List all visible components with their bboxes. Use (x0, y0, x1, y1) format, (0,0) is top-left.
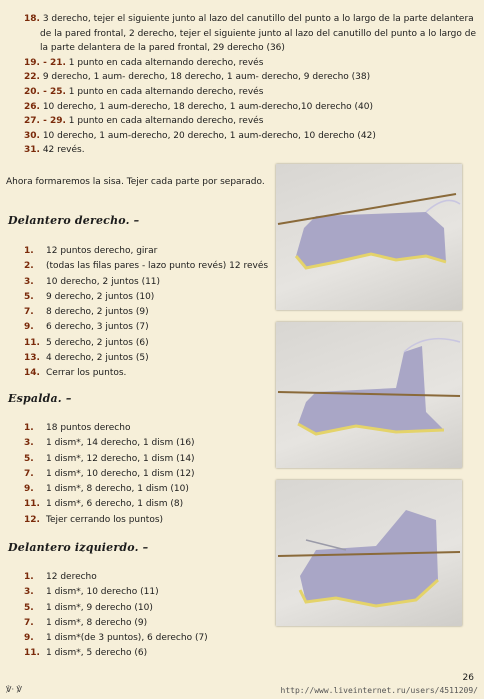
instruction-row: 18. 3 derecho, tejer el siguiente junto al lazo del canutillo del punto a lo largo de la parte delantera (24, 14, 474, 24)
list-item: 1. 18 puntos derecho (24, 423, 131, 433)
list-item: 9. 1 dism*, 8 derecho, 1 dism (10) (24, 484, 189, 495)
knitting-photo-front-left (276, 480, 462, 626)
instruction-row: 27. - 29. 1 punto en cada alternando derecho, revés (24, 116, 264, 127)
instruction-row-continuation: de la pared frontal, 2 derecho, tejer el siguiente junto al lazo del canutillo del punto a lo largo de (40, 28, 476, 39)
list-item: 3. 1 dism*, 14 derecho, 1 dism (16) (24, 438, 195, 449)
list-item: 9. 6 derecho, 3 juntos (7) (24, 322, 149, 333)
knitting-illustration (276, 164, 462, 310)
instruction-row: 20. - 25. 1 punto en cada alternando derecho, revés (24, 86, 264, 97)
list-item: 5. 1 dism*, 12 derecho, 1 dism (14) (24, 453, 195, 464)
continued-instructions (24, 12, 476, 158)
source-watermark: http://www.liveinternet.ru/users/4511209/ (280, 686, 478, 695)
section-title-delantero-derecho: Delantero derecho. – (8, 214, 140, 227)
footer-mark: ℣· ℣ (6, 685, 23, 694)
section-title-delantero-izquierdo: Delantero izquierdo. – (8, 541, 149, 554)
list-item: 2. (todas las filas pares - lazo punto revés) 12 revés (24, 261, 269, 272)
list-item: 7. 1 dism*, 8 derecho (9) (24, 617, 148, 628)
list-item: 12. Tejer cerrando los puntos) (24, 514, 164, 525)
list-item: 3. 10 derecho, 2 juntos (11) (24, 276, 161, 287)
list-item: 9. 1 dism*(de 3 puntos), 6 derecho (7) (24, 633, 208, 644)
section-title-espalda: Espalda. – (8, 392, 72, 405)
list-item: 1. 12 puntos derecho, girar (24, 246, 158, 256)
knitting-photo-front-right (276, 164, 462, 310)
list-item: 14. Cerrar los puntos. (24, 368, 127, 379)
list-item: 1. 12 derecho (24, 572, 97, 582)
knitting-illustration (276, 480, 462, 626)
list-item: 7. 8 derecho, 2 juntos (9) (24, 307, 149, 318)
list-item: 5. 1 dism*, 9 derecho (10) (24, 602, 153, 613)
list-item: 7. 1 dism*, 10 derecho, 1 dism (12) (24, 468, 195, 479)
knitting-photo-back (276, 322, 462, 468)
list-item: 11. 5 derecho, 2 juntos (6) (24, 337, 149, 348)
instruction-row: 19. - 21. 1 punto en cada alternando derecho, revés (24, 57, 264, 68)
list-delantero-izquierdo (24, 570, 274, 662)
instruction-row: 30. 10 derecho, 1 aum-derecho, 20 derecho, 1 aum-derecho, 10 derecho (42) (24, 130, 376, 141)
instruction-row: 22. 9 derecho, 1 aum- derecho, 18 derecho, 1 aum- derecho, 9 derecho (38) (24, 72, 371, 83)
page-number: 26 (462, 673, 474, 683)
instruction-row-continuation: la parte delantera de la pared frontal, 29 derecho (36) (40, 43, 285, 54)
list-item: 11. 1 dism*, 5 derecho (6) (24, 648, 148, 659)
list-item: 11. 1 dism*, 6 derecho, 1 dism (8) (24, 499, 184, 510)
list-delantero-derecho (24, 244, 274, 382)
list-item: 3. 1 dism*, 10 derecho (11) (24, 587, 159, 598)
intro-paragraph: Ahora formaremos la sisa. Tejer cada parte por separado. (6, 177, 265, 187)
instruction-row: 26. 10 derecho, 1 aum-derecho, 18 derecho, 1 aum-derecho,10 derecho (40) (24, 101, 373, 112)
list-item: 5. 9 derecho, 2 juntos (10) (24, 291, 155, 302)
knitting-illustration (276, 322, 462, 468)
list-item: 13. 4 derecho, 2 juntos (5) (24, 353, 149, 364)
list-espalda (24, 421, 274, 528)
instruction-row: 31. 42 revés. (24, 145, 85, 156)
